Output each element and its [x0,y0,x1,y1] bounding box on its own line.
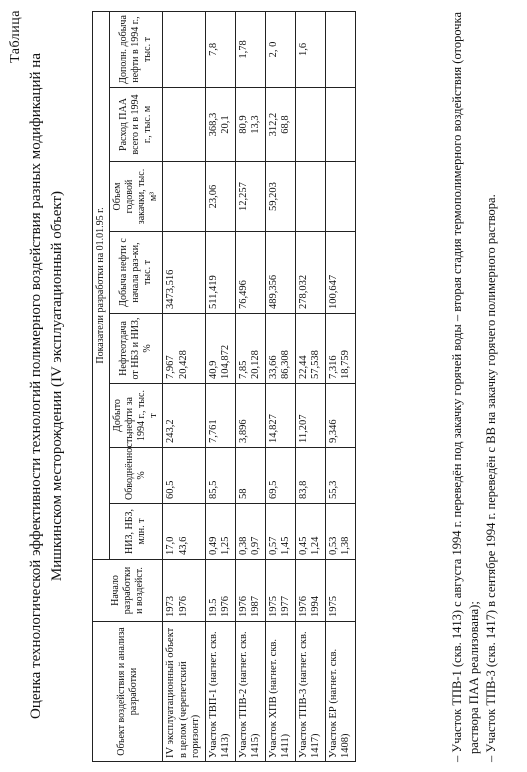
footnote-2: – Участок ТПВ-3 (скв. 1417) в сентябре 1994 г. переведён с ВВ на закачку горячего полимерного раствора. [484,194,498,762]
cell-cumoil [325,232,355,314]
cell-injection [295,162,325,232]
cell-value: 1,38 [340,536,351,555]
cell-oil1994 [163,384,206,448]
cell-cumoil [205,232,235,314]
cell-value: 14,827 [267,414,279,443]
cell-value: 68,8 [280,115,291,134]
cell-value: 312,2 [267,112,279,137]
footnote-1: – Участок ТПВ-1 (скв. 1413) с августа 1994 г. переведён под закачку горячей воды – вторая стадия термополимерного воздействия (оторочка раствора ПАА реализована); [450,12,481,762]
cell-injection [163,162,206,232]
cell-value: 511,419 [207,275,219,309]
cell-niz [295,504,325,560]
cell-value: 0,57 [267,536,279,555]
cell-object: Участок ХПВ (нагнет. скв. 1411) [265,622,295,762]
header-extra: Дополн. добыча нефти в 1994 г., тыс. т [110,11,163,87]
cell-value: 7,8 [207,42,219,57]
cell-value: 7,967 [165,355,176,379]
cell-cumoil [265,232,295,314]
cell-value: 59,203 [267,182,279,211]
cell-value: 0,53 [327,536,339,555]
cell-recovery [325,314,355,384]
header-injection: Объем годовой закачки, тыс. м³ [110,162,163,232]
cell-extra [163,11,206,87]
cell-oil1994 [325,384,355,448]
table-row [205,11,235,761]
header-start: Начало разработки и воздейст. [93,560,163,622]
header-niz: НИЗ, НБЗ, млн. т [110,504,163,560]
table-row [295,11,325,761]
cell-value: 1976 [220,596,231,617]
cell-paa [265,88,295,162]
cell-cumoil [295,232,325,314]
cell-water [163,448,206,504]
cell-value: 13,3 [250,115,261,134]
cell-value: 368,3 [207,112,219,137]
cell-recovery [295,314,325,384]
cell-niz [235,504,265,560]
cell-value: 9,346 [327,419,339,443]
cell-extra [205,11,235,87]
cell-object: IV эксплуатационный объект в целом (черепетский горизонт) [163,622,206,762]
cell-recovery [163,314,206,384]
cell-extra [265,11,295,87]
cell-value: 1976 [237,596,249,617]
cell-start [235,560,265,622]
cell-value: 7,85 [237,360,249,379]
cell-object: Участок ТПВ-2 (нагнет. скв. 1415) [235,622,265,762]
cell-value: 1977 [280,596,291,617]
header-group: Показатели разработки на 01.01.95 г. [93,11,110,559]
cell-value: 33,66 [267,355,279,379]
cell-value: 17,0 [165,536,176,555]
cell-start [163,560,206,622]
cell-extra [295,11,325,87]
cell-value: 1994 [310,596,321,617]
cell-object: Участок ТВП-1 (нагнет. скв. 1413) [205,622,235,762]
cell-object: Участок ТПВ-3 (нагнет. скв. 1417) [295,622,325,762]
table-row [325,11,355,761]
cell-value: 1975 [267,596,279,617]
cell-start [325,560,355,622]
cell-value: 1975 [327,596,339,617]
cell-extra [325,11,355,87]
cell-value: 60,5 [165,480,176,499]
cell-oil1994 [235,384,265,448]
cell-value: 80,9 [237,115,249,134]
cell-value: 11,207 [297,414,309,443]
cell-value: 1,6 [297,42,309,57]
cell-value: 100,647 [327,274,339,309]
cell-value: 1,24 [310,536,321,555]
cell-niz [325,504,355,560]
cell-injection [205,162,235,232]
cell-value: 2, 0 [267,41,279,58]
cell-water [265,448,295,504]
cell-value: 86,308 [280,350,291,379]
cell-value: 20,428 [177,350,189,379]
cell-cumoil [163,232,206,314]
data-table [92,11,356,762]
cell-value: 18,759 [340,350,351,379]
cell-paa [205,88,235,162]
cell-value: 104,872 [220,344,231,379]
cell-value: 19.5 [207,598,219,617]
header-cumoil: Добыча нефти с начала раз-ки, тыс. т [110,232,163,314]
cell-value: 3473,516 [165,269,176,309]
cell-value: 20,1 [220,115,231,134]
cell-recovery [265,314,295,384]
cell-value: 1,78 [237,40,249,59]
cell-oil1994 [295,384,325,448]
cell-extra [235,11,265,87]
cell-paa [325,88,355,162]
table-title: Оценка технологической эффективности технологий полимерного воздействия разных модификаций на Мишкинском месторождении (IV эксплуатационный объект) [28,53,65,719]
cell-object: Участок ЕР (нагнет. скв. 1408) [325,622,355,762]
cell-value: 7,316 [327,355,339,379]
table-caption: Таблица [8,10,23,63]
cell-water [325,448,355,504]
cell-value: 0,45 [297,536,309,555]
cell-value: 0,49 [207,536,219,555]
cell-value: 0,38 [237,536,249,555]
header-water: Обводнённость, % [110,448,163,504]
table-row [163,11,206,761]
header-recovery: Нефтеотдача от НБЗ и НИЗ, % [110,314,163,384]
cell-value: 58 [237,488,249,499]
cell-injection [265,162,295,232]
cell-recovery [205,314,235,384]
cell-value: 22,44 [297,355,309,379]
cell-value: 1,25 [220,536,231,555]
cell-oil1994 [265,384,295,448]
cell-paa [295,88,325,162]
cell-value: 43,6 [177,536,189,555]
cell-value: 489,356 [267,274,279,309]
table-row [265,11,295,761]
cell-injection [325,162,355,232]
cell-paa [163,88,206,162]
cell-niz [265,504,295,560]
footnotes [449,10,500,762]
cell-water [295,448,325,504]
cell-value: 1976 [297,596,309,617]
cell-value: 7,761 [207,419,219,443]
cell-value: 1973 [165,596,176,617]
header-row-group [93,11,110,761]
header-oil1994: Добыто нефти за 1994 г., тыс. т [110,384,163,448]
cell-value: 85,5 [207,480,219,499]
cell-value: 55,3 [327,480,339,499]
cell-value: 20,128 [250,350,261,379]
cell-value: 69,5 [267,480,279,499]
cell-cumoil [235,232,265,314]
cell-injection [235,162,265,232]
cell-recovery [235,314,265,384]
cell-value: 1987 [250,596,261,617]
cell-start [205,560,235,622]
cell-niz [163,504,206,560]
cell-value: 0,97 [250,536,261,555]
cell-value: 83,8 [297,480,309,499]
cell-value: 243,2 [165,419,176,443]
header-object: Объект воздействия и анализа разработки [93,622,163,762]
cell-value: 1976 [177,596,189,617]
cell-value: 278,032 [297,274,309,309]
cell-niz [205,504,235,560]
cell-oil1994 [205,384,235,448]
cell-value: 12,257 [237,182,249,211]
cell-value: 40,9 [207,360,219,379]
header-paa: Расход ПАА всего и в 1994 г., тыс. м [110,88,163,162]
cell-value: 23,06 [207,184,219,209]
cell-value: 1,45 [280,536,291,555]
cell-start [295,560,325,622]
cell-value: 76,496 [237,280,249,309]
table-body [163,11,356,761]
cell-value: 3,896 [237,419,249,443]
cell-value: 57,538 [310,350,321,379]
cell-water [205,448,235,504]
cell-water [235,448,265,504]
cell-start [265,560,295,622]
table-row [235,11,265,761]
cell-paa [235,88,265,162]
